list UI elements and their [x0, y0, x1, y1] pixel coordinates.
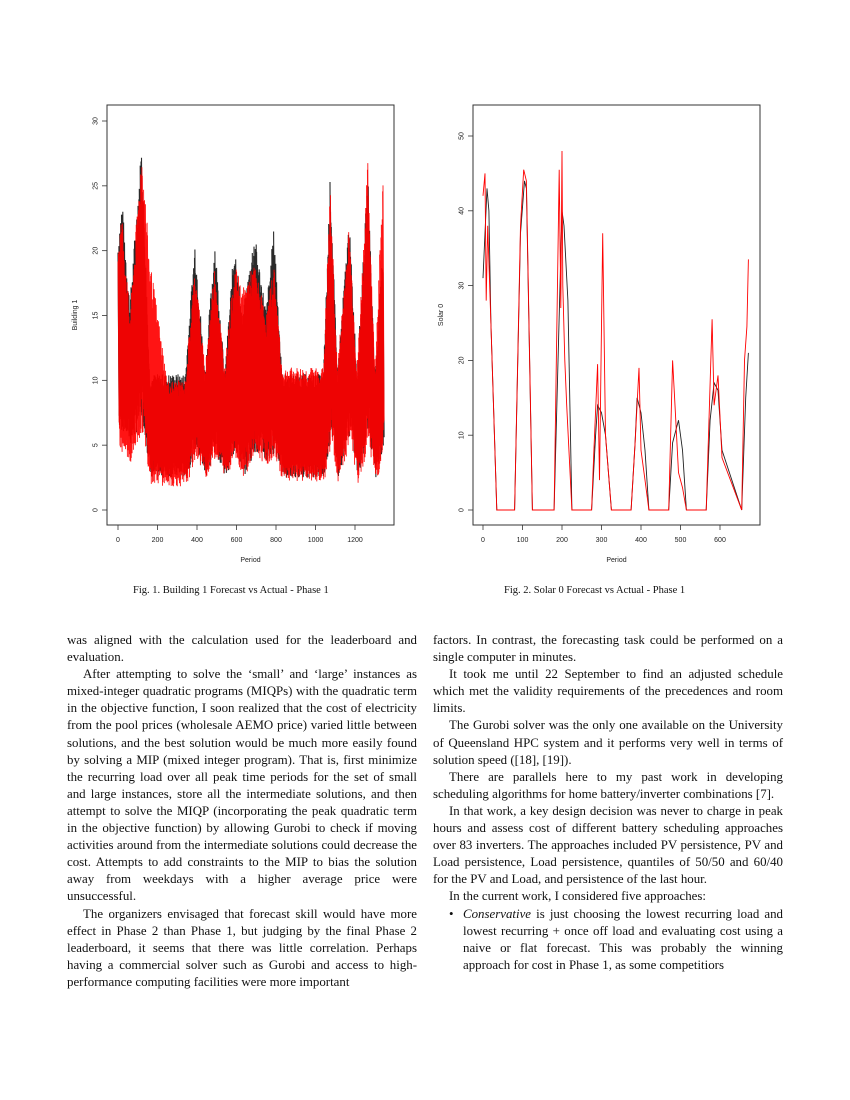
x-tick-label: 500: [674, 537, 687, 544]
solar-0-plot: [426, 95, 796, 575]
figure-2-chart: [426, 95, 796, 575]
x-tick-label: 1000: [307, 537, 324, 544]
y-tick-label: 40: [458, 206, 466, 215]
y-tick-label: 50: [458, 132, 466, 140]
x-tick-label: 1200: [347, 537, 363, 544]
paragraph: After attempting to solve the ‘small’ and ‘large’ instances as mixed-integer quadratic programs (MIQPs) with the quadratic term in the objective function, I soon realized that the cost of electricity from the pool prices (wholesale AEMO price) varied little between solutions, and the best solution would be much more easily found by solving a MIP (mixed integer program). That is, first minimize the recurring load over all peak time periods for the set of small and large instances, store all the intermediate solutions, and then attempt to solve the MIQP (incorporating the peak quadratic term in the objective function) by allowing Gurobi to check if moving activities around from the intermediate solutions could decrease the cost. Attempts to add constraints to the MIP to bias the solution away from weekdays with a higher average price were unsuccessful.: [67, 667, 417, 904]
paragraph: The organizers envisaged that forecast skill would have more effect in Phase 2 than Phase 1, but judging by the final Phase 2 leaderboard, it seems that there was little correlation. Perhaps having a commercial solver such as Gurobi and access to high-performance computing facilities were more important: [67, 906, 417, 989]
forecast-series: [118, 163, 384, 486]
x-tick-label: 400: [191, 537, 203, 544]
x-tick-label: 300: [595, 537, 608, 544]
paragraph: factors. In contrast, the forecasting task could be performed on a single computer in minutes.: [433, 633, 783, 665]
y-tick-label: 20: [92, 246, 100, 255]
x-tick-label: 800: [270, 537, 282, 544]
approaches-list: [433, 906, 783, 974]
paragraph: In that work, a key design decision was never to charge in peak hours and assess cost of different battery scheduling approaches over 83 inverters. The approaches included PV persistence, PV and Load persistence, Load persistence, quantiles of 50/50 and 60/40 for the PV and Load, and persistence of the last hour.: [433, 803, 783, 887]
actual-series: [483, 181, 748, 510]
x-axis-label: Period: [240, 557, 261, 564]
y-tick-label: 10: [458, 431, 466, 440]
y-axis-label: Building 1: [72, 299, 79, 331]
y-tick-label: 5: [92, 443, 100, 448]
paragraph: In the current work, I considered five approaches:: [449, 889, 706, 904]
figure-2-caption: Fig. 2. Solar 0 Forecast vs Actual - Phase 1: [504, 585, 686, 596]
x-tick-label: 200: [556, 537, 568, 544]
x-tick-label: 0: [116, 537, 120, 544]
bullet-icon: •: [449, 906, 454, 921]
x-tick-label: 600: [714, 537, 726, 544]
y-tick-label: 0: [92, 508, 100, 512]
list-item-text: is just choosing the lowest recurring load and lowest recurring + once off load and evaluating cost using a naive or flat forecast. This was probably the winning approach for cost in Phase 1, as some competitiors: [463, 906, 783, 972]
y-tick-label: 0: [458, 508, 466, 512]
x-tick-label: 100: [516, 537, 529, 544]
paragraph: It took me until 22 September to find an adjusted schedule which met the validity requirements of the precedences and room limits.: [433, 667, 783, 716]
paragraph: The Gurobi solver was the only one available on the University of Queensland HPC system and it performs very well in terms of solution speed ([18], [19]).: [433, 718, 783, 767]
y-tick-label: 30: [458, 281, 466, 290]
left-text-column: [67, 632, 417, 991]
x-tick-label: 0: [481, 537, 485, 544]
x-tick-label: 200: [151, 537, 164, 544]
y-tick-label: 25: [92, 181, 100, 190]
x-tick-label: 600: [230, 537, 243, 544]
list-item-term: Conservative: [463, 906, 532, 921]
figure-1-chart: [60, 95, 430, 575]
y-axis-label: Solar 0: [438, 303, 445, 327]
x-tick-label: 400: [635, 537, 647, 544]
y-tick-label: 20: [458, 356, 466, 365]
x-axis-label: Period: [606, 557, 627, 564]
figure-1-caption: Fig. 1. Building 1 Forecast vs Actual - Phase 1: [133, 585, 329, 596]
paragraph: There are parallels here to my past work in developing scheduling algorithms for home battery/inverter combinations [7].: [433, 769, 783, 801]
paragraph: was aligned with the calculation used for the leaderboard and evaluation.: [67, 633, 417, 665]
list-item: [449, 906, 783, 974]
y-tick-label: 10: [92, 376, 100, 385]
y-tick-label: 30: [92, 117, 100, 125]
building-1-plot: [60, 95, 430, 575]
y-tick-label: 15: [92, 311, 100, 320]
right-text-column: [433, 632, 783, 974]
